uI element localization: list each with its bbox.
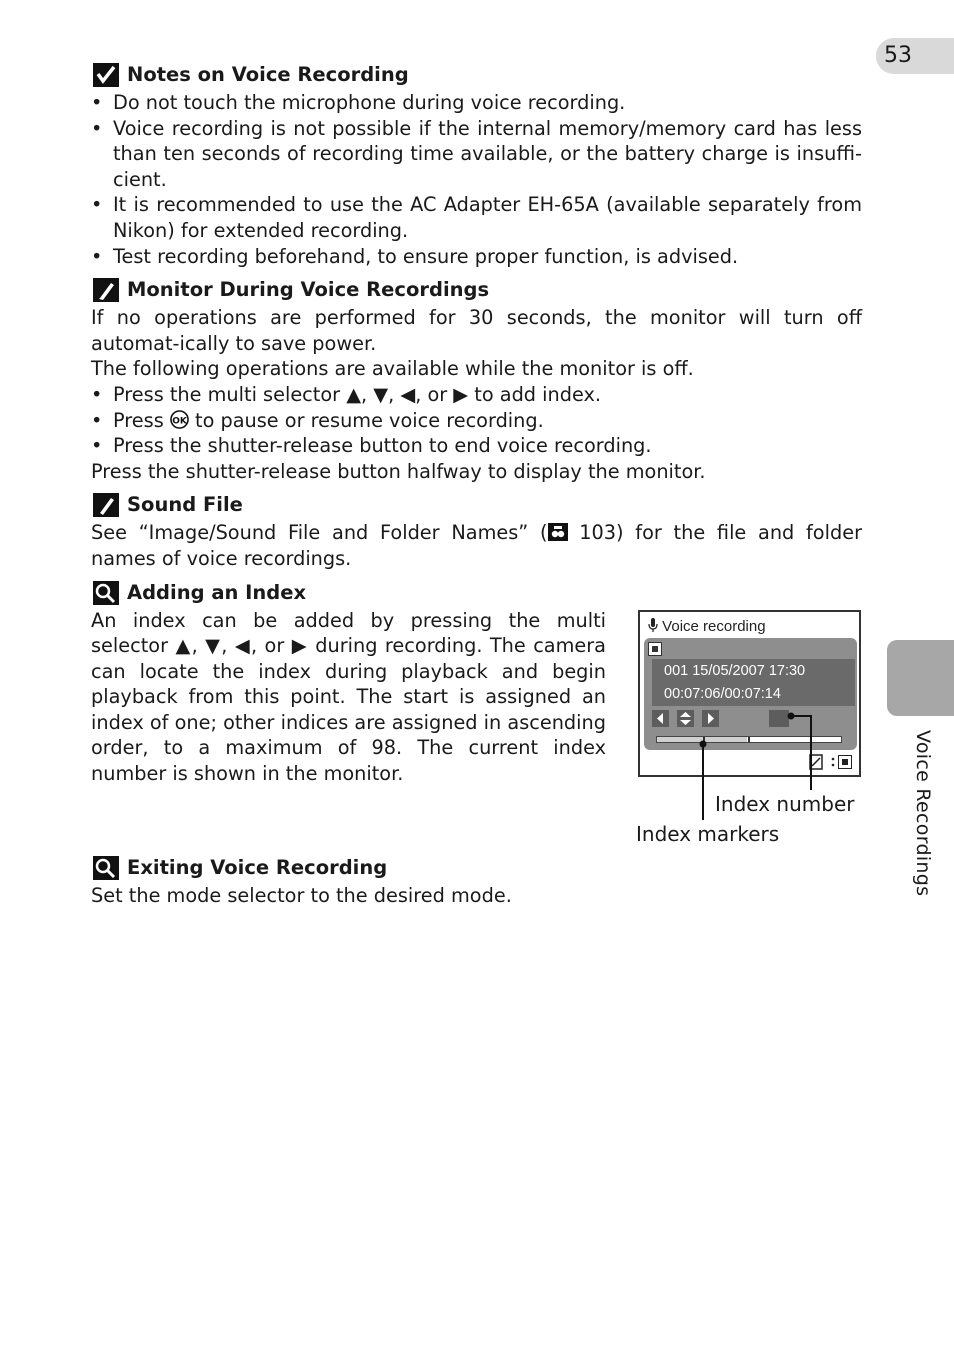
- index-heading: Adding an Index: [91, 578, 862, 608]
- exiting-paragraph: Set the mode selector to the desired mode.: [91, 883, 512, 907]
- time-info: 00:07:06/00:07:14: [664, 686, 781, 702]
- list-item: • Voice recording is not possible if the internal memory/memory card has less than ten seconds of recording time available, or the battery charge is insuffi-cient.: [91, 116, 862, 193]
- index-number-callout: Index number: [715, 792, 855, 816]
- section-side-label: Voice Recordings: [912, 730, 934, 897]
- monitor-paragraph: Press the shutter-release button halfway to display the monitor.: [91, 459, 706, 483]
- list-item: • Test recording beforehand, to ensure proper function, is advised.: [91, 244, 862, 270]
- screen-title: Voice recording: [648, 618, 766, 635]
- list-item: • Press the multi selector ▲, ▼, ◀, or ▶ to add index.: [91, 382, 862, 408]
- file-info: 001 15/05/2007 17:30: [664, 663, 806, 679]
- list-item: • Do not touch the microphone during voice recording.: [91, 90, 862, 116]
- notes-heading: Notes on Voice Recording: [91, 60, 862, 90]
- list-item: • It is recommended to use the AC Adapter EH-65A (available separately from Nikon) for extended recording.: [91, 192, 862, 243]
- svg-text:OK: OK: [172, 416, 187, 427]
- list-item: • Press OK to pause or resume voice recording.: [91, 408, 862, 434]
- page-number: 53: [876, 38, 954, 74]
- monitor-paragraph: If no operations are performed for 30 seconds, the monitor will turn off automat-ically to save power.: [91, 306, 862, 355]
- sound-paragraph: See “Image/Sound File and Folder Names” ( 103) for the file and folder names of voice recordings.: [91, 521, 862, 570]
- monitor-paragraph: The following operations are available while the monitor is off.: [91, 357, 694, 381]
- exiting-heading: Exiting Voice Recording: [91, 853, 862, 883]
- monitor-heading: Monitor During Voice Recordings: [91, 275, 862, 305]
- sound-heading: Sound File: [91, 490, 862, 520]
- index-paragraph: An index can be added by pressing the multi selector ▲, ▼, ◀, or ▶ during recording. The camera can locate the index during playback and begin playback from this point. The start is assigned an index of one; other indices are assigned in ascending order, to a maximum of 98. The current index number is shown in the monitor.: [91, 608, 606, 786]
- list-item: • Press the shutter-release button to end voice recording.: [91, 433, 862, 459]
- index-markers-callout: Index markers: [636, 822, 780, 846]
